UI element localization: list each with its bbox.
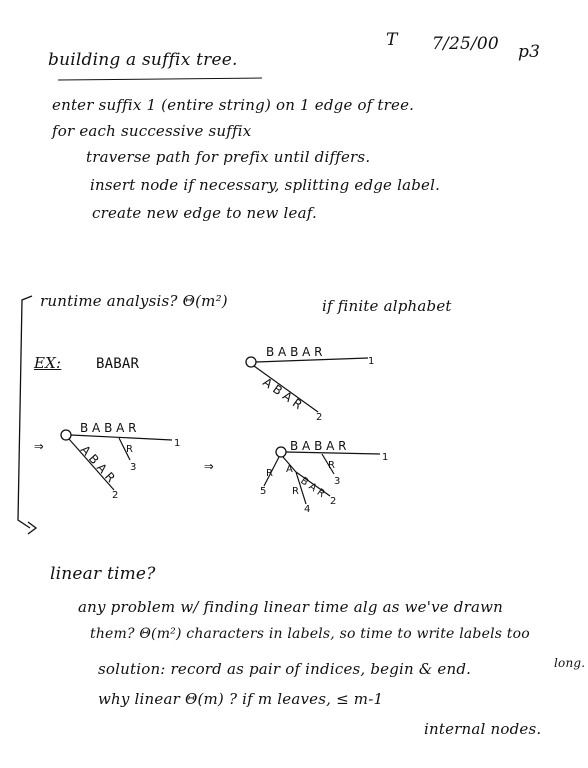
tree1-root <box>246 357 256 367</box>
tree3-edge-ba-label: B A R <box>298 475 327 500</box>
tree1-edge1-label: B A B A R <box>266 345 323 359</box>
tree3-edge-main-label: B A B A R <box>290 439 347 453</box>
step-2: for each successive suffix <box>52 122 252 140</box>
tree3-edge-a-label: A <box>286 464 293 475</box>
runtime-question: runtime analysis? Θ(m²) <box>40 292 228 310</box>
linear-line-2b: long. <box>554 656 586 670</box>
tree3-root <box>276 447 286 457</box>
tree2-edge-main-label: B A B A R <box>80 421 137 435</box>
tree3-edge-r2-label: R <box>292 486 299 497</box>
tree2-leaf-3: 3 <box>130 462 137 473</box>
tree2-edge-r-label: R <box>126 444 133 455</box>
tree1-leaf-1: 1 <box>368 356 375 367</box>
example-label: EX: <box>34 354 62 372</box>
tree2-leaf-1: 1 <box>174 438 181 449</box>
tree3-leaf-4: 4 <box>304 504 311 515</box>
step-5: create new edge to new leaf. <box>92 204 317 222</box>
tree3-leaf-5: 5 <box>260 486 267 497</box>
runtime-note: if finite alphabet <box>322 297 452 315</box>
tree-3 <box>260 439 388 515</box>
linear-line-2: them? Θ(m²) characters in labels, so time to write labels too <box>90 626 530 642</box>
step-4: insert node if necessary, splitting edge label. <box>90 176 441 194</box>
arrow-1: ⇒ <box>34 436 44 455</box>
tree-1 <box>246 345 374 423</box>
linear-line-4: why linear Θ(m) ? if m leaves, ≤ m-1 <box>98 690 384 708</box>
tree2-root <box>61 430 71 440</box>
header-page: p3 <box>518 42 541 62</box>
header-date: 7/25/00 <box>432 34 499 54</box>
tree3-leaf-1: 1 <box>382 452 389 463</box>
linear-line-1: any problem w/ finding linear time alg as we've drawn <box>78 598 504 616</box>
linear-line-3: solution: record as pair of indices, begin & end. <box>98 660 472 678</box>
header-initial: T <box>386 30 398 50</box>
left-bracket <box>18 296 32 528</box>
tree3-leaf-2: 2 <box>330 496 337 507</box>
arrow-2: ⇒ <box>204 456 214 475</box>
linear-heading: linear time? <box>50 564 156 584</box>
tree2-edge-main <box>71 435 172 440</box>
tree3-edge-r3-label: R <box>328 460 335 471</box>
tree2-edge-a-label: A B A R <box>77 442 118 486</box>
tree1-leaf-2: 2 <box>316 412 323 423</box>
tree1-edge2-label: A B A R <box>260 374 305 412</box>
example-string: BABAR <box>96 356 140 372</box>
linear-line-5: internal nodes. <box>424 720 542 738</box>
step-3: traverse path for prefix until differs. <box>86 148 371 166</box>
page-title: building a suffix tree. <box>48 50 238 70</box>
tree2-leaf-2: 2 <box>112 490 119 501</box>
step-1: enter suffix 1 (entire string) on 1 edge of tree. <box>52 96 415 114</box>
tree3-leaf-3: 3 <box>334 476 341 487</box>
tree-2 <box>61 421 180 501</box>
title-underline <box>58 78 262 80</box>
tree3-edge-r1-label: R <box>266 468 273 479</box>
